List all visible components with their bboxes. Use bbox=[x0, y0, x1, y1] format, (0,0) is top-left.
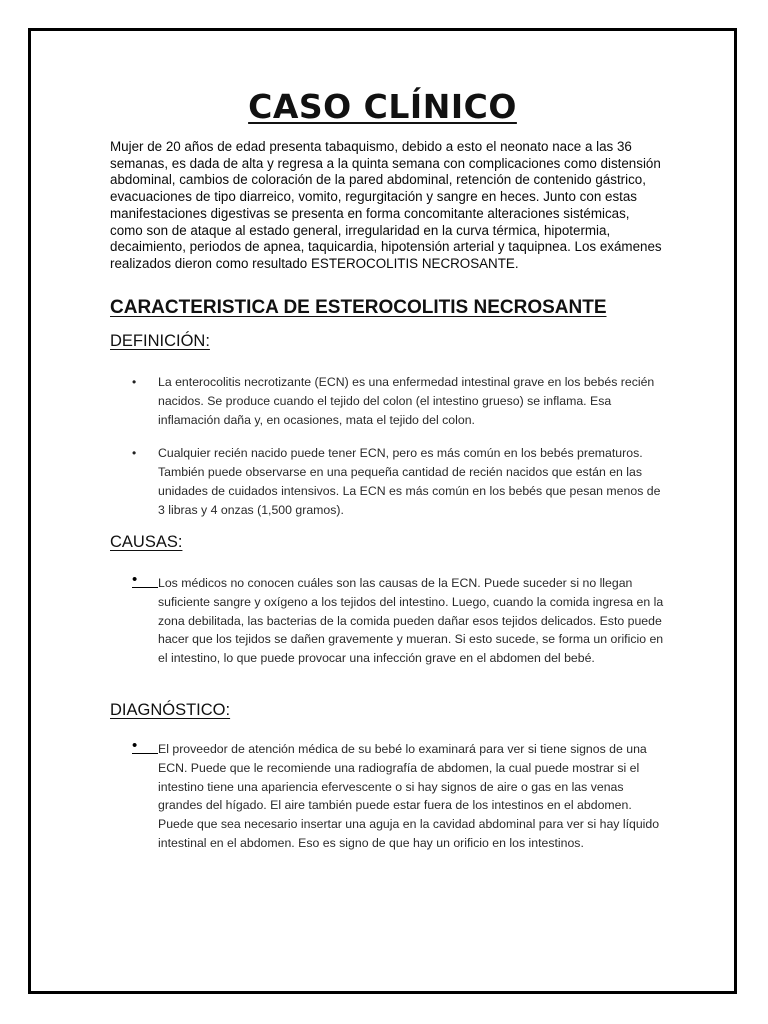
bullet-icon: • bbox=[132, 446, 137, 461]
list-item bbox=[110, 737, 670, 853]
diagnostico-heading: DIAGNÓSTICO: bbox=[110, 701, 231, 719]
bullet-icon: • bbox=[132, 739, 158, 754]
definicion-list bbox=[110, 373, 670, 520]
list-item-text: Los médicos no conocen cuáles son las causas de la ECN. Puede suceder si no llegan suficiente sangre y oxígeno a los tejidos del intestino. Luego, cuando la comida ingresa en la zona debilitada, las bacterias de la comida pueden dañar esos tejidos delicados. Esto puede hacer que los tejidos se dañen gravemente y mueran. Si esto sucede, se forma un orificio en el intestino, lo que puede provocar una infección grave en el abdomen del bebé. bbox=[158, 576, 664, 666]
bullet-icon: • bbox=[132, 375, 137, 389]
intro-paragraph: Mujer de 20 años de edad presenta tabaquismo, debido a esto el neonato nace a las 36 semanas, es dada de alta y regresa a la quinta semana con complicaciones como distensión abdominal, cambios de coloración de la pared abdominal, retención de contenido gástrico, evacuaciones de tipo diarreico, vomito, regurgitación y sangre en heces. Junto con estas manifestaciones digestivas se presenta en forma concomitante alteraciones sistémicas, como son de ataque al estado general, irregularidad en la curva térmica, hipotermia, decaimiento, periodos de apnea, taquicardia, hipotensión arterial y taquipnea. Los exámenes realizados dieron como resultado ESTEROCOLITIS NECROSANTE. bbox=[110, 139, 662, 271]
document-page bbox=[28, 28, 737, 994]
bullet-icon: • bbox=[132, 573, 158, 588]
list-item-text: Cualquier recién nacido puede tener ECN, pero es más común en los bebés prematuros. También puede observarse en una pequeña cantidad de recién nacidos que están en las unidades de cuidados intensivos. La ECN es más común en los bebés que pesan menos de 3 libras y 4 onzas (1,500 gramos). bbox=[158, 446, 661, 517]
main-heading: CARACTERISTICA DE ESTEROCOLITIS NECROSANTE bbox=[110, 297, 607, 318]
list-item-text: El proveedor de atención médica de su bebé lo examinará para ver si tiene signos de una ECN. Puede que le recomiende una radiografía de abdomen, la cual puede mostrar si el intestino tiene una apariencia efervescente o si hay signos de aire o gas en las venas grandes del hígado. El aire también puede estar fuera de los intestinos en el abdomen. Puede que sea necesario insertar una aguja en la cavidad abdominal para ver si hay líquido intestinal en el abdomen. Eso es signo de que hay un orificio en los intestinos. bbox=[158, 742, 660, 850]
list-item bbox=[110, 373, 670, 429]
causas-heading: CAUSAS: bbox=[110, 533, 183, 551]
list-item bbox=[110, 571, 670, 668]
definicion-heading: DEFINICIÓN: bbox=[110, 332, 210, 350]
list-item bbox=[110, 444, 670, 519]
diagnostico-list bbox=[110, 737, 670, 853]
list-item-text: La enterocolitis necrotizante (ECN) es una enfermedad intestinal grave en los bebés recién nacidos. Se produce cuando el tejido del colon (el intestino grueso) se inflama. Esa inflamación daña y, en ocasiones, mata el tejido del colon. bbox=[158, 375, 655, 427]
page-title: CASO CLÍNICO bbox=[248, 87, 517, 126]
causas-list bbox=[110, 571, 670, 668]
